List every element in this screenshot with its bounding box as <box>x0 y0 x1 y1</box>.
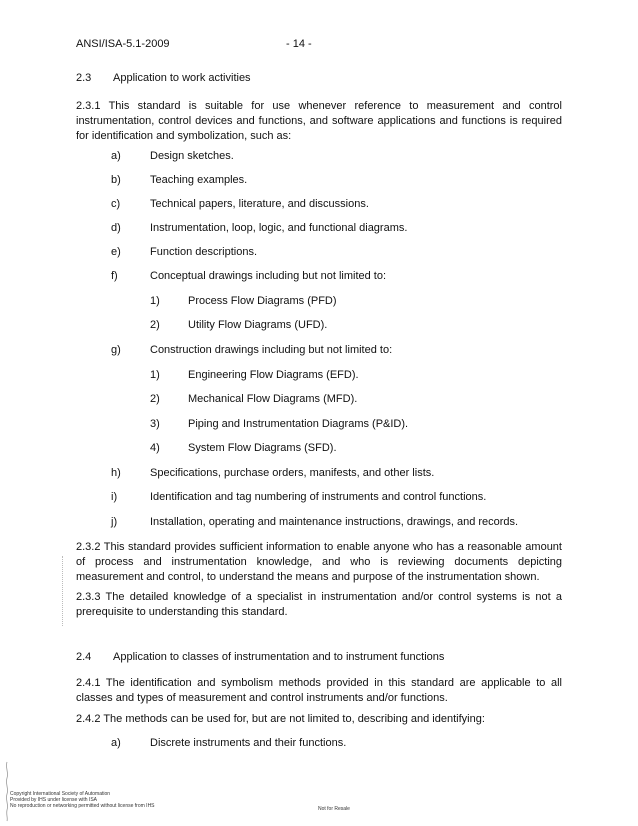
section-number: 2.4 <box>76 651 92 663</box>
section-number: 2.3 <box>76 72 92 84</box>
section-title: Application to work activities <box>113 72 251 84</box>
list-text: Conceptual drawings including but not limited to: <box>150 270 387 282</box>
list-label: d) <box>111 222 121 234</box>
list-label: f) <box>111 270 118 282</box>
sub-list-text: Process Flow Diagrams (PFD) <box>188 295 337 307</box>
paragraph-2-3-3: 2.3.3 The detailed knowledge of a specialist in instrumentation and/or control systems is not a prerequisite to understanding this standard. <box>76 591 562 618</box>
list-text: Identification and tag numbering of instruments and control functions. <box>150 491 487 503</box>
list-label: h) <box>111 467 121 479</box>
list-label: g) <box>111 344 121 356</box>
header-doc-id: ANSI/ISA-5.1-2009 <box>76 38 170 50</box>
footer-line: Provided by IHS under license with ISA <box>10 797 97 803</box>
list-text: Installation, operating and maintenance instructions, drawings, and records. <box>150 516 519 528</box>
sub-list-text: Mechanical Flow Diagrams (MFD). <box>188 393 358 405</box>
footer-line: No reproduction or networking permitted without license from IHS <box>10 803 155 809</box>
list-text: Instrumentation, loop, logic, and functional diagrams. <box>150 222 408 234</box>
list-text: Design sketches. <box>150 150 234 162</box>
sub-list-text: Engineering Flow Diagrams (EFD). <box>188 369 359 381</box>
list-label: e) <box>111 246 121 258</box>
sub-list-label: 4) <box>150 442 160 454</box>
footer-resale: Not for Resale <box>318 806 350 812</box>
list-label: j) <box>111 516 118 528</box>
footer-copyright <box>10 791 155 809</box>
footer-line: Copyright International Society of Automation <box>10 791 111 797</box>
sub-list-label: 1) <box>150 369 160 381</box>
list-text: Discrete instruments and their functions. <box>150 737 347 749</box>
sub-list-label: 2) <box>150 393 160 405</box>
list-label: b) <box>111 174 121 186</box>
sub-list-label: 2) <box>150 319 160 331</box>
paragraph-2-3-2: 2.3.2 This standard provides sufficient information to enable anyone who has a reasonable amount of process and instrumentation knowledge, and who is reviewing documents depicting measurement and control, to understand the means and purpose of the instrumentation shown. <box>76 541 562 583</box>
paragraph-2-4-2: 2.4.2 The methods can be used for, but are not limited to, describing and identifying: <box>76 713 485 725</box>
list-label: c) <box>111 198 121 210</box>
section-title: Application to classes of instrumentation and to instrument functions <box>113 651 445 663</box>
list-text: Construction drawings including but not limited to: <box>150 344 393 356</box>
paragraph-2-3-1: 2.3.1 This standard is suitable for use whenever reference to measurement and control instrumentation, control devices and functions, and software applications and functions is required for identification and symbolization, such as: <box>76 100 562 142</box>
sub-list-text: Piping and Instrumentation Diagrams (P&ID). <box>188 418 409 430</box>
list-label: a) <box>111 150 121 162</box>
paragraph-2-4-1: 2.4.1 The identification and symbolism methods provided in this standard are applicable to all classes and types of measurement and control instruments and/or functions. <box>76 677 562 704</box>
sub-list-label: 3) <box>150 418 160 430</box>
list-text: Specifications, purchase orders, manifests, and other lists. <box>150 467 435 479</box>
sub-list-text: Utility Flow Diagrams (UFD). <box>188 319 328 331</box>
list-label: i) <box>111 491 118 503</box>
list-text: Teaching examples. <box>150 174 248 186</box>
list-text: Technical papers, literature, and discussions. <box>150 198 369 210</box>
list-text: Function descriptions. <box>150 246 257 258</box>
sub-list-text: System Flow Diagrams (SFD). <box>188 442 337 454</box>
header-page-number: - 14 - <box>286 38 312 50</box>
sub-list-label: 1) <box>150 295 160 307</box>
list-label: a) <box>111 737 121 749</box>
margin-mark <box>62 556 64 626</box>
